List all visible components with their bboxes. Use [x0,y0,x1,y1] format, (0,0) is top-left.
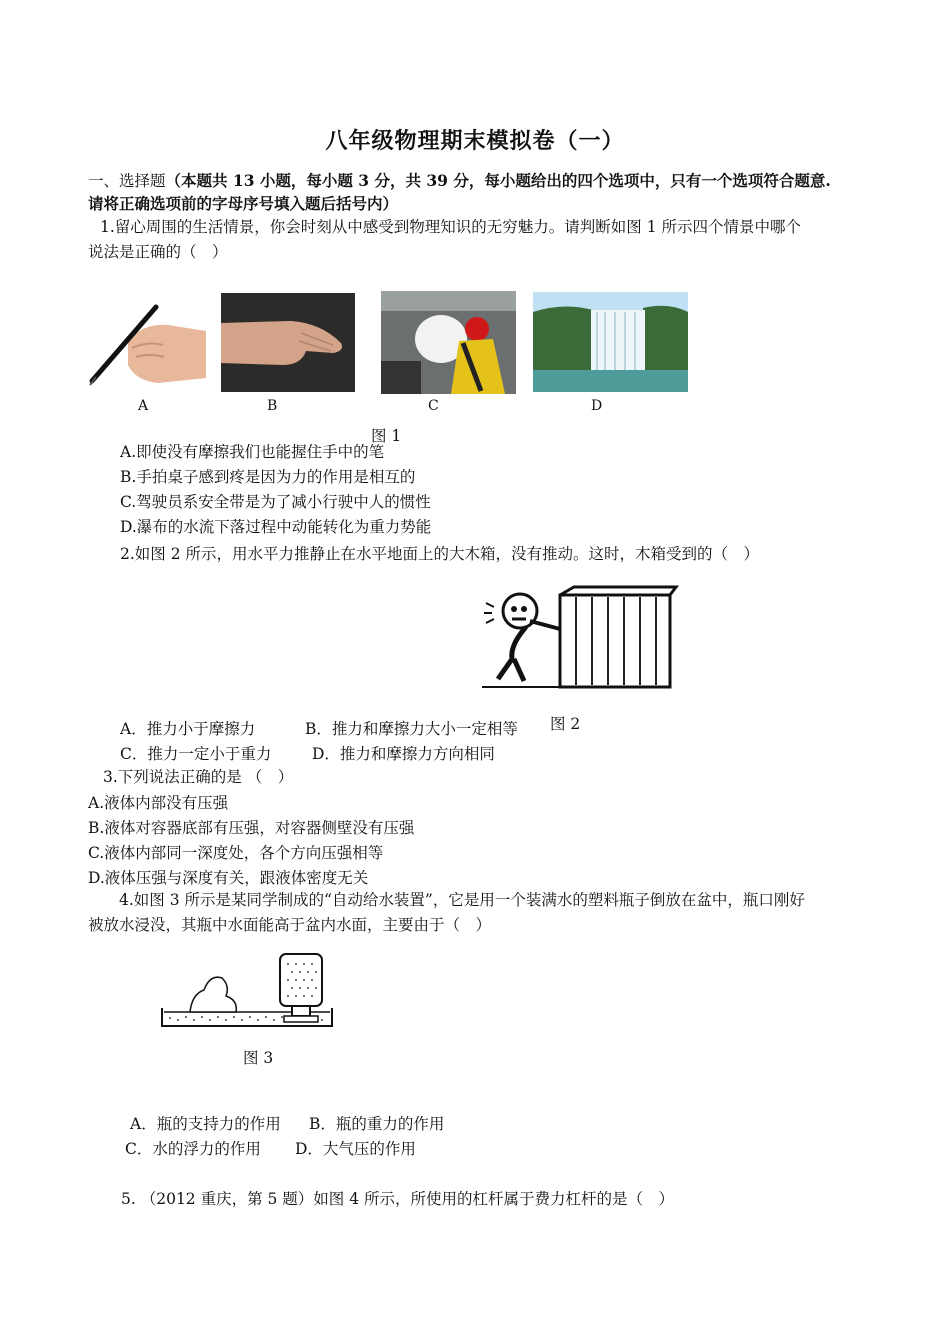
q4-option-c: C．水的浮力的作用 [125,1140,261,1158]
q3-option-a: A.液体内部没有压强 [88,794,229,812]
q1-stem-2: 说法是正确的（ ） [88,243,228,261]
q2-option-b: B．推力和摩擦力大小一定相等 [305,720,518,738]
q2-option-d: D．推力和摩擦力方向相同 [312,745,495,763]
q4-option-a: A．瓶的支持力的作用 [130,1115,281,1133]
q1-option-b: B.手拍桌子感到疼是因为力的作用是相互的 [120,468,416,486]
q3-option-c: C.液体内部同一深度处，各个方向压强相等 [88,844,384,862]
q1-image-hand-table [221,293,355,392]
q1-option-d: D.瀑布的水流下落过程中动能转化为重力势能 [120,518,432,536]
section-instruction-1: （本题共 13 小题，每小题 3 分，共 39 分，每小题给出的四个选项中，只有一个选项符合题意. [165,171,831,190]
q5-stem: 5. （2012 重庆，第 5 题）如图 4 所示，所使用的杠杆属于费力杠杆的是（ ） [121,1190,675,1208]
q3-option-b: B.液体对容器底部有压强，对容器侧壁没有压强 [88,819,415,837]
q1-option-a: A.即使没有摩擦我们也能握住手中的笔 [120,443,385,461]
q2-stem: 2.如图 2 所示，用水平力推静止在水平地面上的大木箱，没有推动。这时，木箱受到的（ ） [120,545,760,563]
q2-image-push-box [480,583,680,693]
page-title: 八年级物理期末模拟卷（一） [325,129,625,154]
q1-figure-caption: 图 1 [371,427,402,445]
q1-image-waterfall [533,292,688,392]
q4-stem-2: 被放水浸没，其瓶中水面能高于盆内水面，主要由于（ ） [88,916,492,934]
q1-stem-1: 1.留心周围的生活情景，你会时刻从中感受到物理知识的无穷魅力。请判断如图 1 所示四个情景中哪个 [100,218,802,236]
q1-option-c: C.驾驶员系安全带是为了减小行驶中人的惯性 [120,493,431,511]
q3-stem: 3.下列说法正确的是 （ ） [103,768,294,786]
q1-image-label-b: B [267,398,278,414]
q1-image-label-d: D [591,398,603,414]
q2-option-a: A．推力小于摩擦力 [120,720,256,738]
q4-figure-caption: 图 3 [243,1049,274,1067]
q4-option-b: B．瓶的重力的作用 [309,1115,445,1133]
q1-image-label-a: A [138,398,149,414]
q4-stem-1: 4.如图 3 所示是某同学制成的“自动给水装置”，它是用一个装满水的塑料瓶子倒放在盆中，瓶口刚好 [119,891,805,909]
section-instruction-2: 请将正确选项前的字母序号填入题后括号内） [88,194,399,213]
q3-option-d: D.液体压强与深度有关，跟液体密度无关 [88,869,369,887]
section-heading [88,170,831,192]
q4-image-water-device [160,950,335,1030]
section-heading-label: 一、选择题 [88,172,166,190]
q4-option-d: D．大气压的作用 [295,1140,416,1158]
q1-image-driver-airbag [381,291,516,394]
q2-option-c: C．推力一定小于重力 [120,745,272,763]
q1-image-hand-pen [88,293,206,388]
q1-image-label-c: C [428,398,439,414]
q2-figure-caption: 图 2 [550,715,581,733]
